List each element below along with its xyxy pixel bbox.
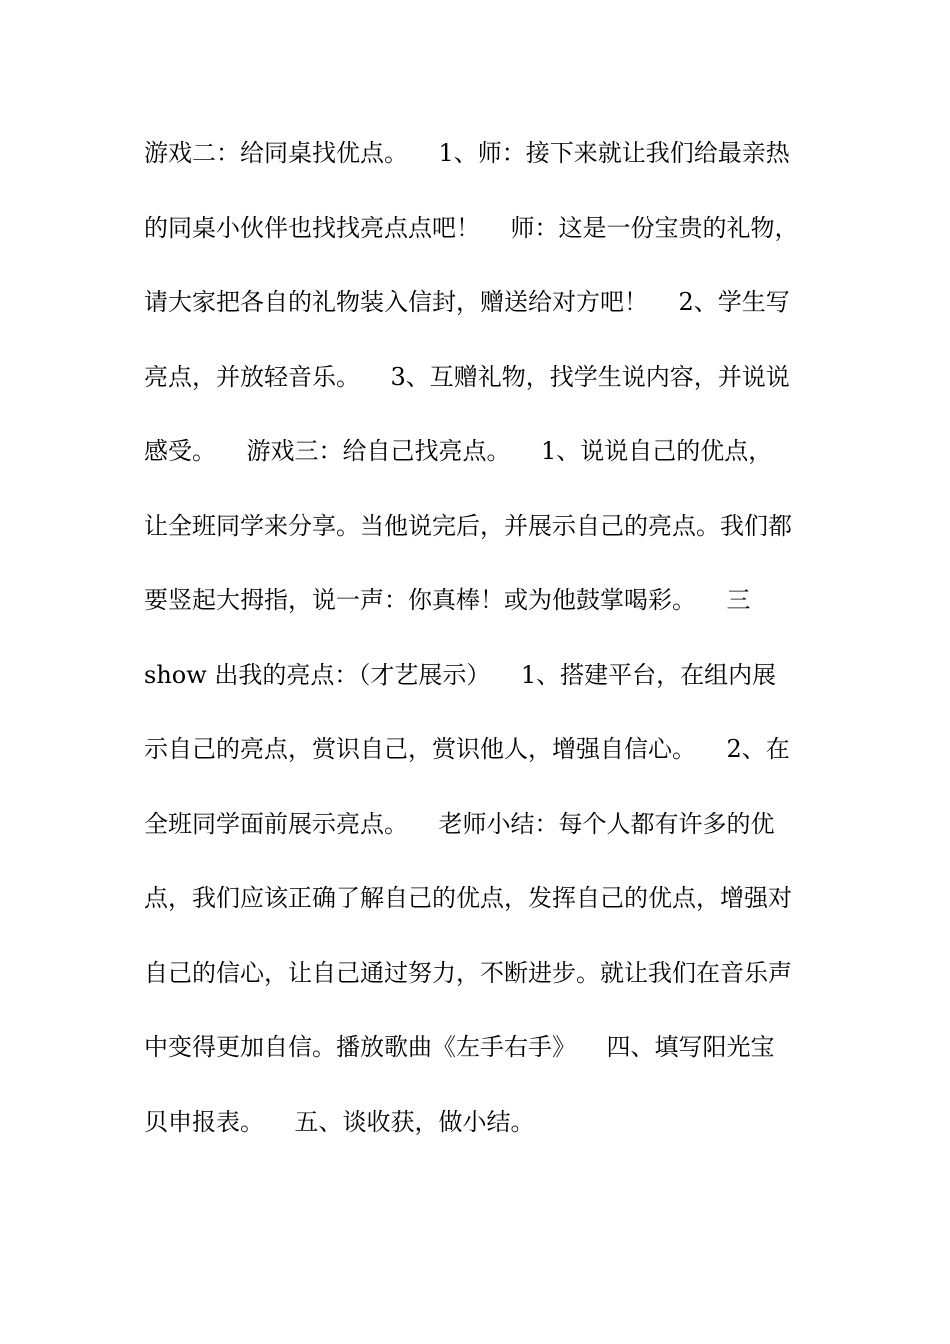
text-line: 游戏二：给同桌找优点。 1、师：接下来就让我们给最亲热 — [144, 139, 790, 167]
text-line: show 出我的亮点：（才艺展示） 1、搭建平台，在组内展 — [144, 660, 777, 689]
text-line: 自己的信心，让自己通过努力，不断进步。就让我们在音乐声 — [144, 958, 792, 987]
text-line: 中变得更加自信。播放歌曲《左手右手》 四、填写阳光宝 — [144, 1033, 775, 1061]
text-line: 让全班同学来分享。当他说完后，并展示自己的亮点。我们都 — [144, 511, 792, 540]
body-text — [144, 133, 816, 1176]
text-line: 示自己的亮点，赏识自己，赏识他人，增强自信心。 2、在 — [144, 735, 790, 763]
text-line: 要竖起大拇指，说一声：你真棒！或为他鼓掌喝彩。 三 — [144, 586, 751, 614]
text-line: 请大家把各自的礼物装入信封，赠送给对方吧！ 2、学生写 — [144, 288, 790, 316]
text-line: 点，我们应该正确了解自己的优点，发挥自己的优点，增强对 — [144, 884, 792, 912]
text-line: 贝申报表。 五、谈收获，做小结。 — [144, 1107, 535, 1136]
text-line: 感受。 游戏三：给自己找亮点。 1、说说自己的优点， — [144, 437, 773, 465]
text-line: 亮点，并放轻音乐。 3、互赠礼物，找学生说内容，并说说 — [144, 362, 790, 391]
text-line: 全班同学面前展示亮点。 老师小结：每个人都有许多的优 — [144, 809, 775, 838]
text-line: 的同桌小伙伴也找找亮点点吧！ 师：这是一份宝贵的礼物， — [144, 213, 799, 242]
